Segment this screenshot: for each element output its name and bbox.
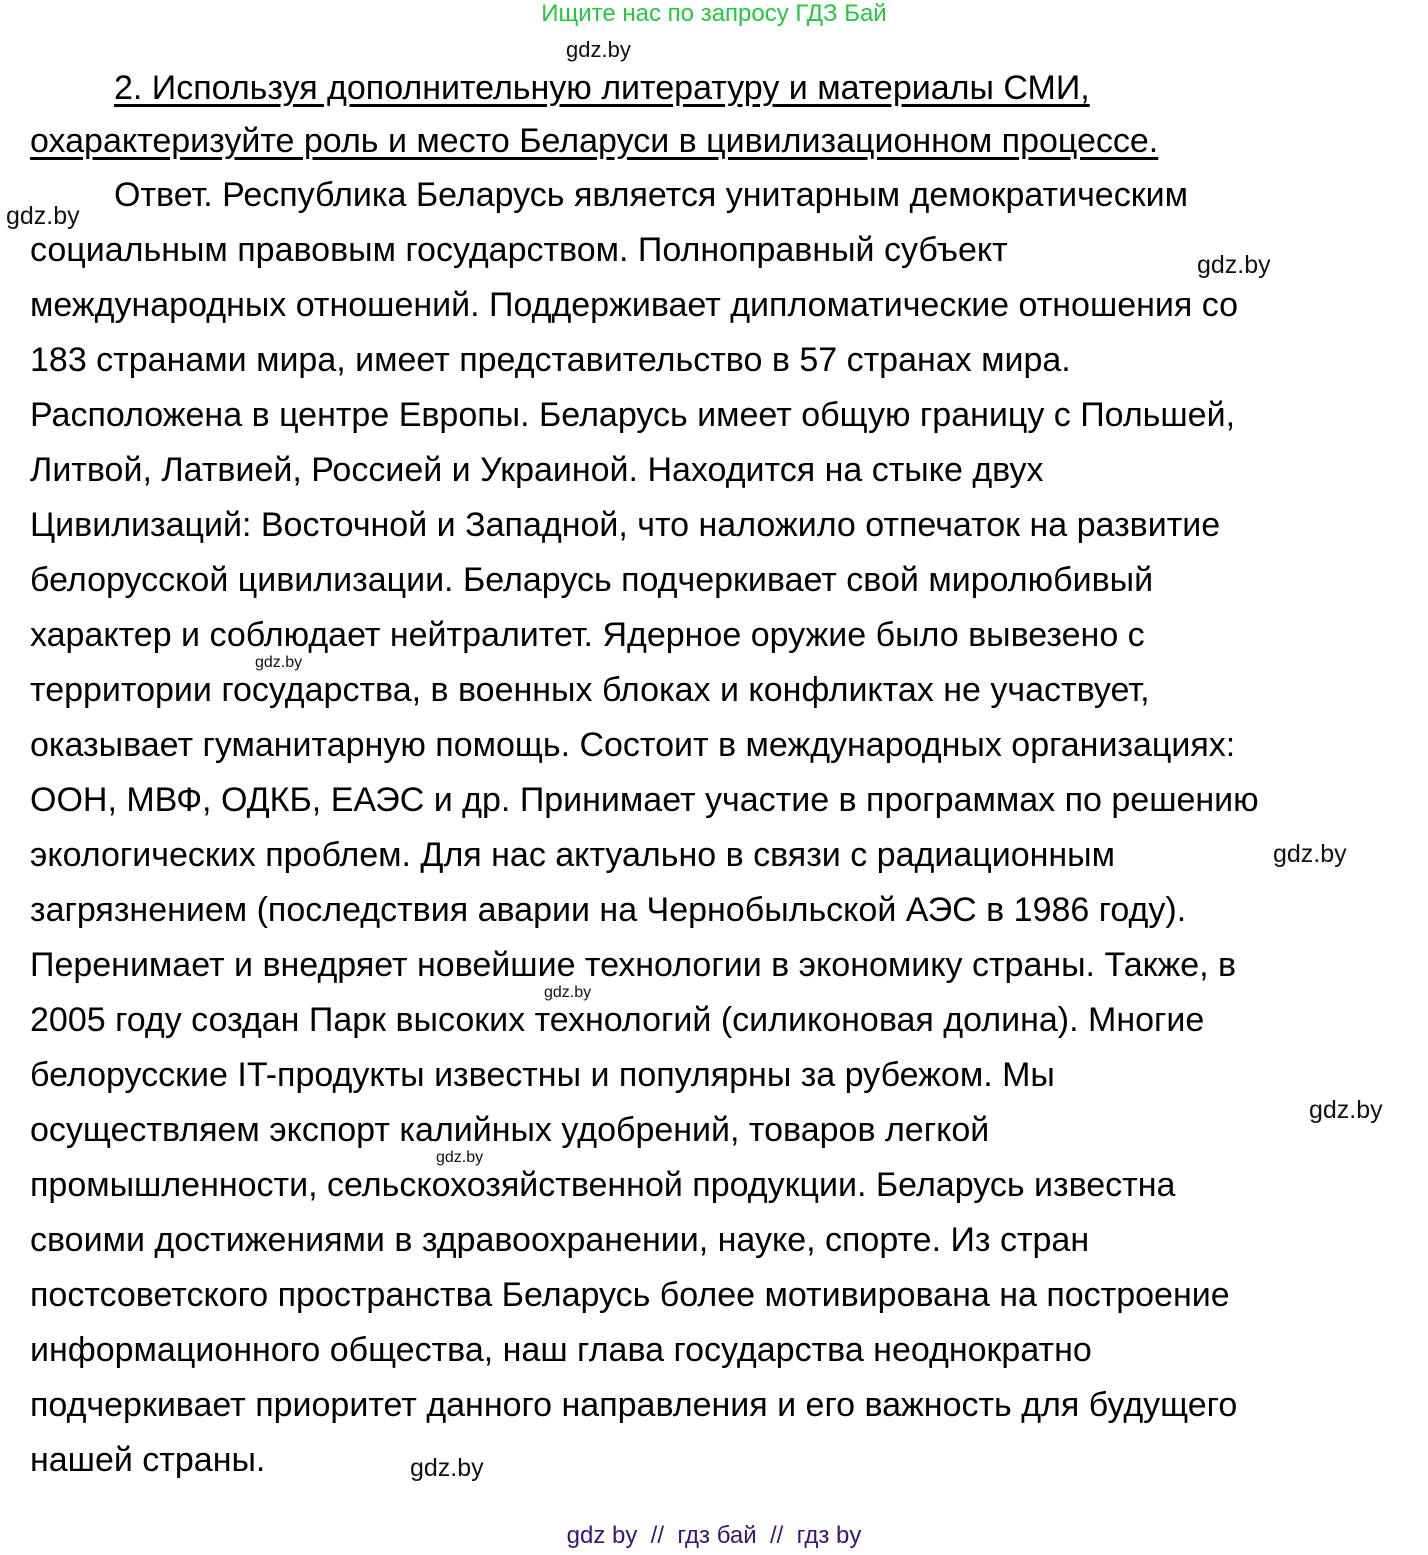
answer-line: 2005 году создан Парк высоких технологий (силиконовая долина). Многие	[30, 1001, 1205, 1039]
question-line: охарактеризуйте роль и место Беларуси в цивилизационном процессе.	[30, 122, 1159, 160]
answer-line: экологических проблем. Для нас актуально в связи с радиационным	[30, 836, 1115, 874]
answer-line: промышленности, сельскохозяйственной продукции. Беларусь известна	[30, 1166, 1176, 1204]
answer-line: белорусской цивилизации. Беларусь подчеркивает свой миролюбивый	[30, 561, 1154, 599]
answer-line: информационного общества, наш глава государства неоднократно	[30, 1331, 1092, 1369]
watermark: gdz.by	[544, 984, 592, 1001]
answer-line: нашей страны.	[30, 1441, 266, 1479]
watermark: gdz.by	[1197, 251, 1271, 279]
watermark: gdz.by	[1309, 1096, 1383, 1124]
answer-line: загрязнением (последствия аварии на Чернобыльской АЭС в 1986 году).	[30, 891, 1187, 929]
answer-line: характер и соблюдает нейтралитет. Ядерное оружие было вывезено с	[30, 616, 1145, 654]
answer-line: постсоветского пространства Беларусь более мотивирована на построение	[30, 1276, 1230, 1314]
answer-line: своими достижениями в здравоохранении, науке, спорте. Из стран	[30, 1221, 1090, 1259]
answer-line: ООН, МВФ, ОДКБ, ЕАЭС и др. Принимает участие в программах по решению	[30, 781, 1259, 819]
search-banner: Ищите нас по запросу ГДЗ Бай	[541, 0, 887, 27]
watermark: gdz.by	[1273, 840, 1347, 868]
answer-line: социальным правовым государством. Полноправный субъект	[30, 231, 1008, 269]
answer-line: Перенимает и внедряет новейшие технологии в экономику страны. Также, в	[30, 946, 1237, 984]
answer-line: Расположена в центре Европы. Беларусь имеет общую границу с Польшей,	[30, 396, 1236, 434]
answer-line: белорусские IT-продукты известны и популярны за рубежом. Мы	[30, 1056, 1055, 1094]
answer-line: Литвой, Латвией, Россией и Украиной. Находится на стыке двух	[30, 451, 1044, 489]
watermark: gdz.by	[255, 654, 303, 671]
answer-line: международных отношений. Поддерживает дипломатические отношения со	[30, 286, 1239, 324]
watermark: gdz.by	[6, 202, 80, 230]
footer-links: gdz by // гдз бай // гдз by	[566, 1522, 862, 1549]
watermark: gdz.by	[410, 1454, 484, 1482]
answer-line: осуществляем экспорт калийных удобрений, товаров легкой	[30, 1111, 990, 1149]
answer-line: Цивилизаций: Восточной и Западной, что наложило отпечаток на развитие	[30, 506, 1221, 544]
answer-line: оказывает гуманитарную помощь. Состоит в международных организациях:	[30, 726, 1236, 764]
answer-line: подчеркивает приоритет данного направления и его важность для будущего	[30, 1386, 1238, 1424]
question-line: 2. Используя дополнительную литературу и материалы СМИ,	[114, 69, 1090, 107]
answer-line: территории государства, в военных блоках и конфликтах не участвует,	[30, 671, 1150, 709]
answer-line: Ответ. Республика Беларусь является унитарным демократическим	[114, 176, 1188, 214]
watermark: gdz.by	[436, 1149, 484, 1166]
watermark: gdz.by	[566, 37, 631, 62]
answer-line: 183 странами мира, имеет представительство в 57 странах мира.	[30, 341, 1071, 379]
